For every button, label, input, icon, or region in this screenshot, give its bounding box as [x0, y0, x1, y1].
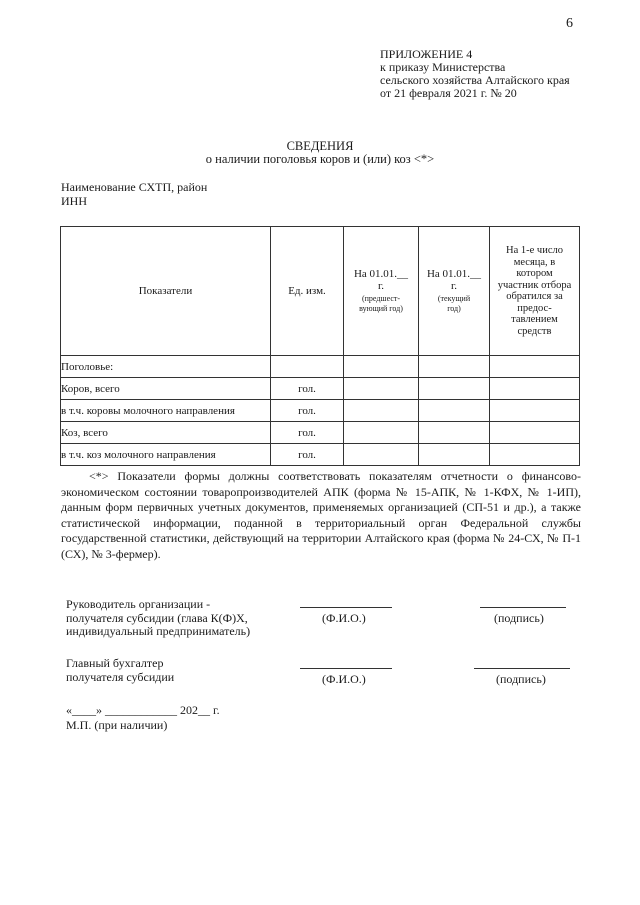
row-label: Коз, всего [61, 422, 271, 444]
organization-meta [61, 180, 207, 208]
accountant-fio-line [300, 668, 392, 669]
cell-current-year [419, 422, 490, 444]
cell-application-month [490, 400, 580, 422]
row-unit [271, 356, 344, 378]
row-unit: гол. [271, 422, 344, 444]
row-label: в т.ч. коз молочного направления [61, 444, 271, 466]
document-title [0, 140, 640, 166]
accountant-label-line-2: получателя субсидии [66, 669, 175, 684]
table-row [61, 444, 580, 466]
header-application-month: На 1-е число месяца, в котором участник отбора обратился за предос- тавлением средств [490, 227, 580, 356]
footnote: <*> Показатели формы должны соответствовать показателям отчетности о финансово-экономическом состоянии товаропроизводителей АПК (форма № 15-АПК, № 1-КФХ, № 1-ИП), данным форм первичных учетных документов, применяемых организацией (СП-51 и др.), а также статистической информации, поданной в территориальный орган Федеральной службы государственной статистики, действующий на территории Алтайского края (форма № 24-СХ, № П-1 (СХ), № 3-фермер). [61, 469, 581, 561]
row-label: в т.ч. коровы молочного направления [61, 400, 271, 422]
accountant-fio-caption: (Ф.И.О.) [322, 672, 366, 686]
head-label-line-3: индивидуальный предприниматель) [66, 624, 251, 638]
table-header-row [61, 227, 580, 356]
row-label: Поголовье: [61, 356, 271, 378]
head-fio-line [300, 607, 392, 608]
cell-application-month [490, 356, 580, 378]
head-signature-label [66, 598, 250, 639]
table-row [61, 400, 580, 422]
accountant-sign-line [474, 668, 570, 669]
title-heading: СВЕДЕНИЯ [286, 139, 354, 153]
accountant-signature-label [66, 657, 174, 684]
header-indicators: Показатели [61, 227, 271, 356]
cell-application-month [490, 378, 580, 400]
head-sign-line [480, 607, 566, 608]
cell-current-year [419, 356, 490, 378]
cell-previous-year [344, 400, 419, 422]
inn-label: ИНН [61, 194, 87, 208]
table-row [61, 356, 580, 378]
head-fio-caption: (Ф.И.О.) [322, 611, 366, 625]
organization-label: Наименование СХТП, район [61, 180, 208, 194]
row-label: Коров, всего [61, 378, 271, 400]
livestock-table [60, 226, 580, 466]
appendix-line-1: ПРИЛОЖЕНИЕ 4 [380, 47, 473, 61]
header-previous-year: На 01.01.__ г. (предшест- вующий год) [344, 227, 419, 356]
title-subtitle: о наличии поголовья коров и (или) коз <*> [205, 152, 435, 166]
cell-current-year [419, 400, 490, 422]
appendix-line-4: от 21 февраля 2021 г. № 20 [380, 86, 517, 100]
header-current-year: На 01.01.__ г. (текущий год) [419, 227, 490, 356]
accountant-sign-caption: (подпись) [496, 672, 546, 686]
cell-previous-year [344, 444, 419, 466]
stamp-label: М.П. (при наличии) [66, 718, 168, 732]
date-line: «____» ____________ 202__ г. [66, 703, 220, 717]
appendix-line-2: к приказу Министерства [380, 60, 506, 74]
cell-previous-year [344, 356, 419, 378]
appendix-line-3: сельского хозяйства Алтайского края [380, 73, 570, 87]
page-number: 6 [566, 16, 573, 31]
cell-application-month [490, 422, 580, 444]
cell-previous-year [344, 378, 419, 400]
cell-previous-year [344, 422, 419, 444]
head-sign-caption: (подпись) [494, 611, 544, 625]
cell-current-year [419, 444, 490, 466]
header-unit: Ед. изм. [271, 227, 344, 356]
head-label-line-1: Руководитель организации - [66, 597, 211, 611]
table-row [61, 378, 580, 400]
table-row [61, 422, 580, 444]
cell-current-year [419, 378, 490, 400]
row-unit: гол. [271, 378, 344, 400]
accountant-label-line-1: Главный бухгалтер [66, 656, 164, 670]
appendix-header [380, 48, 570, 100]
row-unit: гол. [271, 444, 344, 466]
row-unit: гол. [271, 400, 344, 422]
cell-application-month [490, 444, 580, 466]
head-label-line-2: получателя субсидии (глава К(Ф)Х, [66, 610, 248, 625]
